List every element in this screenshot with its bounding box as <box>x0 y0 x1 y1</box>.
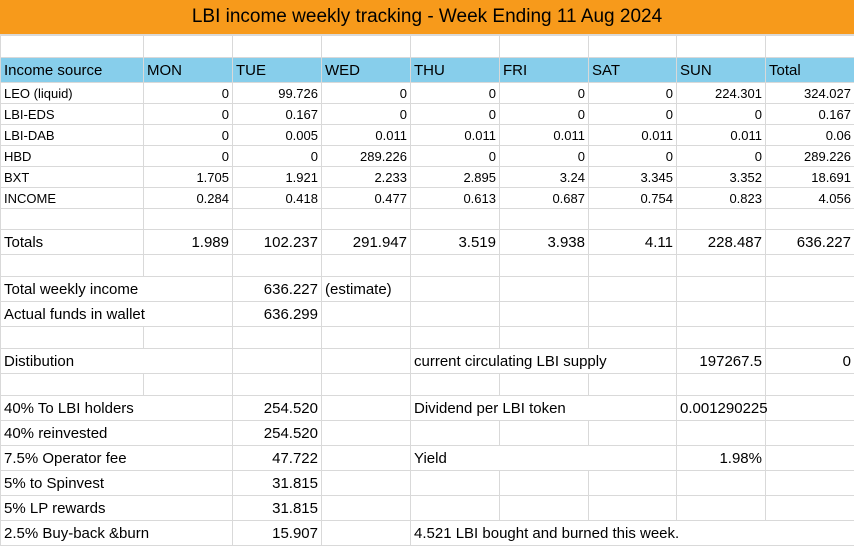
cell-value: 0.011 <box>322 125 411 146</box>
cell-value: 0.823 <box>677 188 766 209</box>
distribution-item-value: 15.907 <box>233 521 322 546</box>
cell-value: 0 <box>411 146 500 167</box>
cell-value: 1.921 <box>233 167 322 188</box>
yield-value: 1.98% <box>677 446 766 471</box>
supply-value: 197267.5 <box>677 349 766 374</box>
spacer-row <box>1 327 854 349</box>
cell-value: 0 <box>589 83 677 104</box>
cell-value: 0 <box>144 146 233 167</box>
cell-value: 0 <box>500 104 589 125</box>
cell-value: 3.345 <box>589 167 677 188</box>
totals-value: 102.237 <box>233 230 322 255</box>
weekly-income-label: Total weekly income <box>1 277 233 302</box>
distribution-item <box>1 496 854 521</box>
totals-value: 3.938 <box>500 230 589 255</box>
header-wed: WED <box>322 58 411 83</box>
cell-value: 0 <box>589 146 677 167</box>
row-label: INCOME <box>1 188 144 209</box>
cell-value: 0 <box>500 83 589 104</box>
supply-extra: 0 <box>766 349 854 374</box>
spacer-row <box>1 255 854 277</box>
spacer-row <box>1 209 854 230</box>
cell-value: 0 <box>677 104 766 125</box>
cell-value: 0.477 <box>322 188 411 209</box>
distribution-row <box>1 349 854 374</box>
yield-label: Yield <box>411 446 677 471</box>
distribution-item-value: 47.722 <box>233 446 322 471</box>
cell-value: 0 <box>233 146 322 167</box>
cell-value: 0.005 <box>233 125 322 146</box>
header-mon: MON <box>144 58 233 83</box>
cell-value: 0.011 <box>589 125 677 146</box>
row-label: BXT <box>1 167 144 188</box>
header-total: Total <box>766 58 854 83</box>
table-row <box>1 83 854 104</box>
totals-value: 3.519 <box>411 230 500 255</box>
actual-funds-value: 636.299 <box>233 302 322 327</box>
table-row <box>1 104 854 125</box>
cell-value: 2.895 <box>411 167 500 188</box>
distribution-item-value: 254.520 <box>233 421 322 446</box>
cell-value: 0.011 <box>677 125 766 146</box>
distribution-item-value: 31.815 <box>233 471 322 496</box>
header-sat: SAT <box>589 58 677 83</box>
sheet-title: LBI income weekly tracking - Week Ending 11 Aug 2024 <box>0 0 854 35</box>
cell-value: 0 <box>322 104 411 125</box>
cell-value: 0.011 <box>500 125 589 146</box>
cell-value: 224.301 <box>677 83 766 104</box>
table-row <box>1 167 854 188</box>
weekly-income-note: (estimate) <box>322 277 411 302</box>
cell-value: 0.418 <box>233 188 322 209</box>
cell-value: 0 <box>322 83 411 104</box>
header-thu: THU <box>411 58 500 83</box>
totals-value: 291.947 <box>322 230 411 255</box>
supply-label: current circulating LBI supply <box>411 349 677 374</box>
actual-funds-row <box>1 302 854 327</box>
distribution-item <box>1 421 854 446</box>
dividend-value: 0.001290225 <box>677 396 766 421</box>
totals-value: 1.989 <box>144 230 233 255</box>
cell-total: 0.167 <box>766 104 854 125</box>
table-row <box>1 188 854 209</box>
distribution-item-label: 5% LP rewards <box>1 496 233 521</box>
row-label: LEO (liquid) <box>1 83 144 104</box>
cell-value: 1.705 <box>144 167 233 188</box>
header-tue: TUE <box>233 58 322 83</box>
cell-value: 289.226 <box>322 146 411 167</box>
distribution-item-label: 2.5% Buy-back &burn <box>1 521 233 546</box>
spacer-row <box>1 36 854 58</box>
table-row <box>1 125 854 146</box>
cell-value: 0 <box>411 104 500 125</box>
cell-value: 0.011 <box>411 125 500 146</box>
cell-total: 0.06 <box>766 125 854 146</box>
totals-grand-total: 636.227 <box>766 230 854 255</box>
cell-value: 0 <box>589 104 677 125</box>
cell-value: 0 <box>144 83 233 104</box>
income-table <box>0 35 854 546</box>
cell-value: 0.613 <box>411 188 500 209</box>
cell-value: 0.167 <box>233 104 322 125</box>
actual-funds-label: Actual funds in wallet <box>1 302 233 327</box>
distribution-item <box>1 446 854 471</box>
distribution-label: Distibution <box>1 349 233 374</box>
cell-value: 0.284 <box>144 188 233 209</box>
distribution-item <box>1 396 854 421</box>
cell-total: 324.027 <box>766 83 854 104</box>
distribution-item-label: 5% to Spinvest <box>1 471 233 496</box>
cell-value: 0.687 <box>500 188 589 209</box>
table-row <box>1 146 854 167</box>
cell-value: 99.726 <box>233 83 322 104</box>
cell-value: 0 <box>144 125 233 146</box>
totals-row <box>1 230 854 255</box>
cell-value: 0 <box>500 146 589 167</box>
totals-value: 228.487 <box>677 230 766 255</box>
header-fri: FRI <box>500 58 589 83</box>
cell-value: 3.352 <box>677 167 766 188</box>
distribution-item-value: 254.520 <box>233 396 322 421</box>
cell-value: 2.233 <box>322 167 411 188</box>
row-label: LBI-EDS <box>1 104 144 125</box>
distribution-item-label: 40% reinvested <box>1 421 233 446</box>
distribution-item <box>1 521 854 546</box>
cell-total: 18.691 <box>766 167 854 188</box>
cell-value: 0 <box>677 146 766 167</box>
weekly-income-value: 636.227 <box>233 277 322 302</box>
distribution-item <box>1 471 854 496</box>
cell-total: 289.226 <box>766 146 854 167</box>
spacer-row <box>1 374 854 396</box>
cell-value: 3.24 <box>500 167 589 188</box>
cell-total: 4.056 <box>766 188 854 209</box>
cell-value: 0 <box>144 104 233 125</box>
cell-value: 0 <box>411 83 500 104</box>
row-label: LBI-DAB <box>1 125 144 146</box>
distribution-item-value: 31.815 <box>233 496 322 521</box>
distribution-item-label: 7.5% Operator fee <box>1 446 233 471</box>
header-sun: SUN <box>677 58 766 83</box>
weekly-income-row <box>1 277 854 302</box>
header-row <box>1 58 854 83</box>
dividend-label: Dividend per LBI token <box>411 396 677 421</box>
totals-label: Totals <box>1 230 144 255</box>
header-income-source: Income source <box>1 58 144 83</box>
totals-value: 4.11 <box>589 230 677 255</box>
row-label: HBD <box>1 146 144 167</box>
burn-note: 4.521 LBI bought and burned this week. <box>411 521 854 546</box>
cell-value: 0.754 <box>589 188 677 209</box>
distribution-item-label: 40% To LBI holders <box>1 396 233 421</box>
